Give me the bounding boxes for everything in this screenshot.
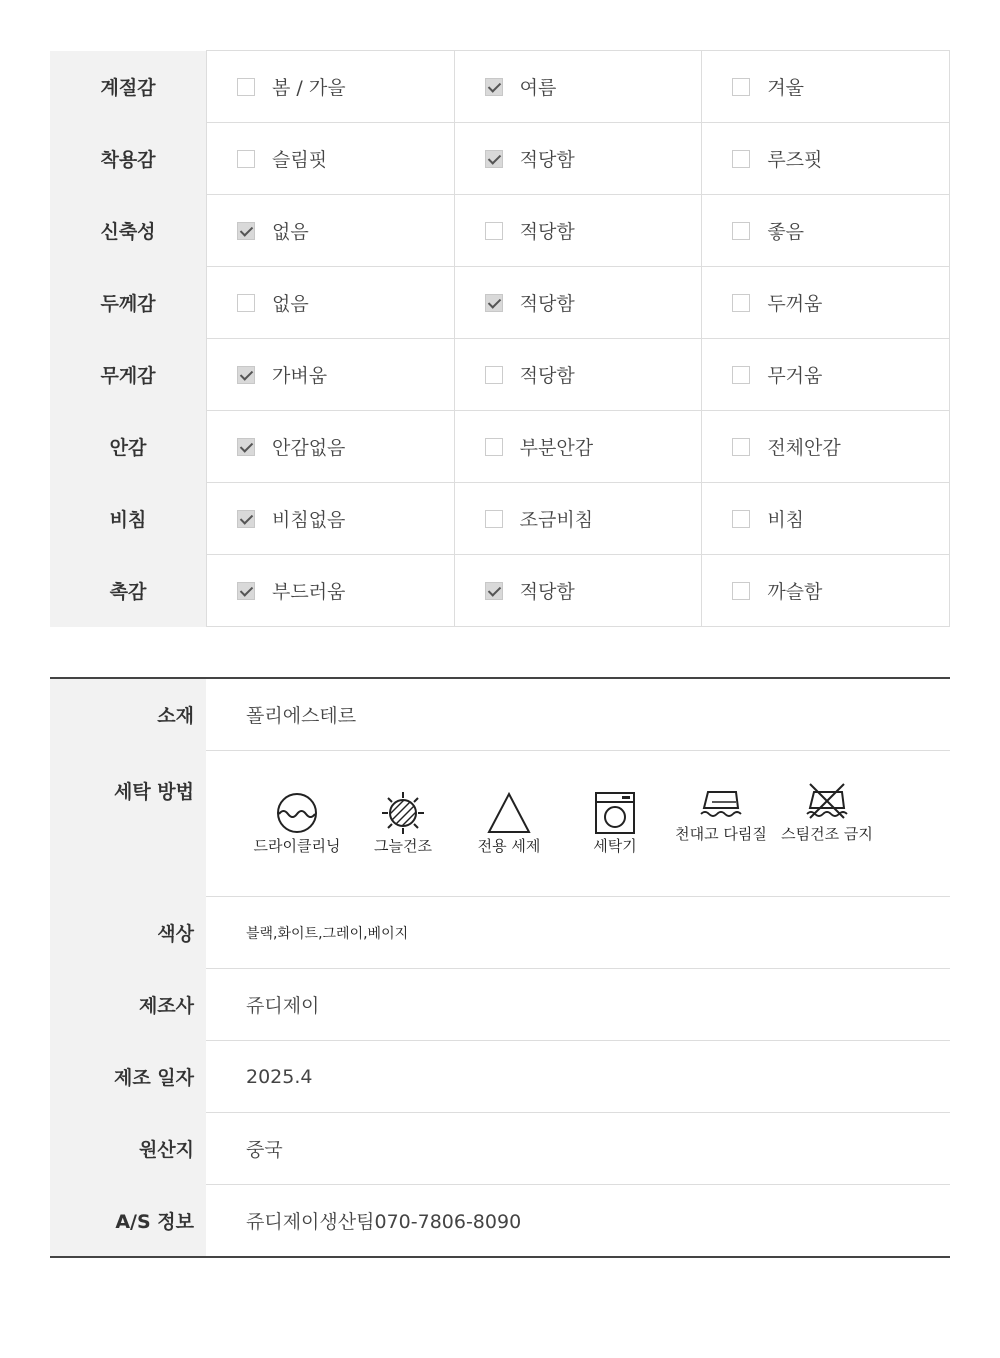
feature-option[interactable] — [455, 145, 702, 172]
checkbox-checked[interactable] — [485, 582, 503, 600]
feature-label: 안감 — [50, 411, 207, 483]
feature-option[interactable] — [455, 577, 702, 604]
feature-option[interactable] — [455, 73, 702, 100]
checkbox[interactable] — [237, 294, 255, 312]
dry-cleaning-icon — [274, 790, 320, 836]
checkbox-checked[interactable] — [237, 222, 255, 240]
feature-option[interactable] — [455, 217, 702, 244]
detergent-triangle-icon — [486, 790, 532, 836]
checkbox-checked[interactable] — [485, 150, 503, 168]
origin-value: 중국 — [206, 1113, 950, 1185]
feature-option-cell — [454, 51, 702, 123]
material-label: 소재 — [50, 678, 206, 751]
feature-option[interactable] — [702, 73, 949, 100]
care-item-detergent — [456, 790, 562, 857]
feature-option-label: 까슬함 — [767, 581, 823, 603]
color-label: 색상 — [50, 897, 206, 969]
feature-option-cell — [702, 267, 950, 339]
checkbox-checked[interactable] — [237, 582, 255, 600]
checkbox[interactable] — [485, 366, 503, 384]
checkbox-checked[interactable] — [237, 438, 255, 456]
washing-label: 세탁 방법 — [50, 751, 206, 897]
feature-option[interactable] — [455, 361, 702, 388]
feature-option-label: 부드러움 — [272, 581, 346, 603]
checkbox[interactable] — [732, 294, 750, 312]
feature-option-label: 적당함 — [519, 581, 575, 603]
feature-option-cell — [702, 195, 950, 267]
info-row-as — [50, 1185, 950, 1258]
shade-dry-icon — [380, 790, 426, 836]
feature-option-label: 좋음 — [767, 221, 805, 243]
feature-option-label: 비침없음 — [272, 509, 346, 531]
feature-option-cell — [454, 483, 702, 555]
feature-option-cell — [207, 267, 455, 339]
feature-option-label: 봄 / 가을 — [272, 77, 346, 99]
feature-option[interactable] — [207, 145, 454, 172]
feature-row — [50, 123, 950, 195]
feature-option-cell — [454, 555, 702, 627]
feature-option-cell — [702, 123, 950, 195]
care-label: 그늘건조 — [374, 837, 432, 855]
feature-option[interactable] — [207, 433, 454, 460]
checkbox[interactable] — [732, 582, 750, 600]
checkbox[interactable] — [237, 78, 255, 96]
feature-label: 신축성 — [50, 195, 207, 267]
feature-row — [50, 411, 950, 483]
feature-option-label: 무거움 — [767, 365, 823, 387]
feature-option-cell — [702, 51, 950, 123]
info-row-material — [50, 678, 950, 751]
no-steam-icon — [804, 778, 850, 824]
checkbox[interactable] — [732, 366, 750, 384]
feature-option-cell — [207, 123, 455, 195]
feature-table — [50, 50, 950, 627]
feature-option-cell — [207, 483, 455, 555]
feature-option-cell — [207, 411, 455, 483]
feature-option-label: 적당함 — [519, 365, 575, 387]
info-row-maker — [50, 969, 950, 1041]
feature-option[interactable] — [702, 433, 949, 460]
feature-option[interactable] — [702, 505, 949, 532]
checkbox[interactable] — [485, 438, 503, 456]
checkbox[interactable] — [237, 150, 255, 168]
feature-option[interactable] — [702, 217, 949, 244]
feature-label: 두께감 — [50, 267, 207, 339]
feature-option-label: 루즈핏 — [767, 149, 823, 171]
feature-option-label: 슬림핏 — [272, 149, 328, 171]
iron-cloth-icon — [698, 778, 744, 824]
feature-option[interactable] — [702, 361, 949, 388]
care-item-iron — [668, 778, 774, 857]
maker-label: 제조사 — [50, 969, 206, 1041]
maker-value: 쥬디제이 — [206, 969, 950, 1041]
feature-row — [50, 555, 950, 627]
feature-option-label: 전체안감 — [767, 437, 841, 459]
feature-row — [50, 339, 950, 411]
care-label: 천대고 다림질 — [675, 825, 767, 843]
info-row-washing — [50, 751, 950, 897]
feature-option-label: 여름 — [519, 77, 557, 99]
feature-option-label: 조금비침 — [519, 509, 594, 531]
feature-label: 계절감 — [50, 51, 207, 123]
care-label: 전용 세제 — [477, 837, 541, 855]
feature-option[interactable] — [207, 73, 454, 100]
feature-option-cell — [207, 51, 455, 123]
care-item-shade-dry — [350, 790, 456, 857]
feature-option[interactable] — [207, 361, 454, 388]
checkbox-checked[interactable] — [237, 366, 255, 384]
feature-option[interactable] — [702, 145, 949, 172]
care-item-washing-machine — [562, 790, 668, 857]
feature-option-label: 없음 — [272, 293, 309, 315]
feature-option-cell — [454, 123, 702, 195]
feature-option[interactable] — [455, 505, 702, 532]
care-icons — [206, 751, 950, 857]
info-row-color — [50, 897, 950, 969]
care-item-dry-cleaning — [244, 790, 350, 857]
checkbox[interactable] — [732, 438, 750, 456]
care-label: 세탁기 — [593, 837, 637, 855]
feature-option[interactable] — [207, 289, 454, 316]
feature-option-cell — [454, 339, 702, 411]
color-value: 블랙,화이트,그레이,베이지 — [206, 897, 950, 969]
feature-option-label: 겨울 — [767, 77, 805, 99]
checkbox-checked[interactable] — [485, 78, 503, 96]
date-label: 제조 일자 — [50, 1041, 206, 1113]
feature-option[interactable] — [455, 289, 702, 316]
checkbox[interactable] — [732, 150, 750, 168]
checkbox-checked[interactable] — [485, 294, 503, 312]
feature-label: 착용감 — [50, 123, 207, 195]
feature-label: 비침 — [50, 483, 207, 555]
feature-option-label: 적당함 — [519, 293, 575, 315]
feature-row — [50, 267, 950, 339]
feature-option-cell — [207, 555, 455, 627]
date-value: 2025.4 — [206, 1041, 950, 1113]
feature-option-label: 비침 — [767, 509, 805, 531]
feature-option-label: 적당함 — [519, 221, 575, 243]
feature-row — [50, 195, 950, 267]
feature-option[interactable] — [207, 217, 454, 244]
feature-option-cell — [454, 195, 702, 267]
feature-option[interactable] — [207, 577, 454, 604]
feature-option-cell — [702, 555, 950, 627]
feature-row — [50, 51, 950, 123]
washing-care-cell — [206, 751, 950, 897]
feature-label: 무게감 — [50, 339, 207, 411]
feature-option[interactable] — [207, 505, 454, 532]
checkbox[interactable] — [732, 78, 750, 96]
feature-option-cell — [207, 195, 455, 267]
feature-option[interactable] — [702, 577, 949, 604]
feature-option-label: 부분안감 — [519, 437, 594, 459]
feature-option-cell — [207, 339, 455, 411]
care-item-no-steam — [774, 778, 880, 857]
info-row-date — [50, 1041, 950, 1113]
feature-option-cell — [454, 267, 702, 339]
washing-machine-icon — [592, 790, 638, 836]
feature-option-label: 가벼움 — [272, 365, 328, 387]
feature-row — [50, 483, 950, 555]
checkbox[interactable] — [485, 222, 503, 240]
as-label: A/S 정보 — [50, 1185, 206, 1258]
care-label: 스팀건조 금지 — [781, 825, 873, 843]
origin-label: 원산지 — [50, 1113, 206, 1185]
feature-option-label: 두꺼움 — [767, 293, 823, 315]
checkbox[interactable] — [732, 222, 750, 240]
material-value: 폴리에스테르 — [206, 678, 950, 751]
feature-option-label: 적당함 — [519, 149, 575, 171]
product-info-table — [50, 677, 950, 1258]
feature-option[interactable] — [702, 289, 949, 316]
feature-option-cell — [702, 411, 950, 483]
checkbox[interactable] — [485, 510, 503, 528]
as-value: 쥬디제이생산팀070-7806-8090 — [246, 1211, 522, 1233]
checkbox-checked[interactable] — [237, 510, 255, 528]
feature-option-label: 없음 — [272, 221, 309, 243]
care-label: 드라이클리닝 — [253, 837, 341, 855]
feature-option[interactable] — [455, 433, 702, 460]
feature-option-cell — [702, 483, 950, 555]
feature-option-label: 안감없음 — [272, 437, 346, 459]
feature-option-cell — [454, 411, 702, 483]
feature-option-cell — [702, 339, 950, 411]
info-row-origin — [50, 1113, 950, 1185]
feature-label: 촉감 — [50, 555, 207, 627]
checkbox[interactable] — [732, 510, 750, 528]
